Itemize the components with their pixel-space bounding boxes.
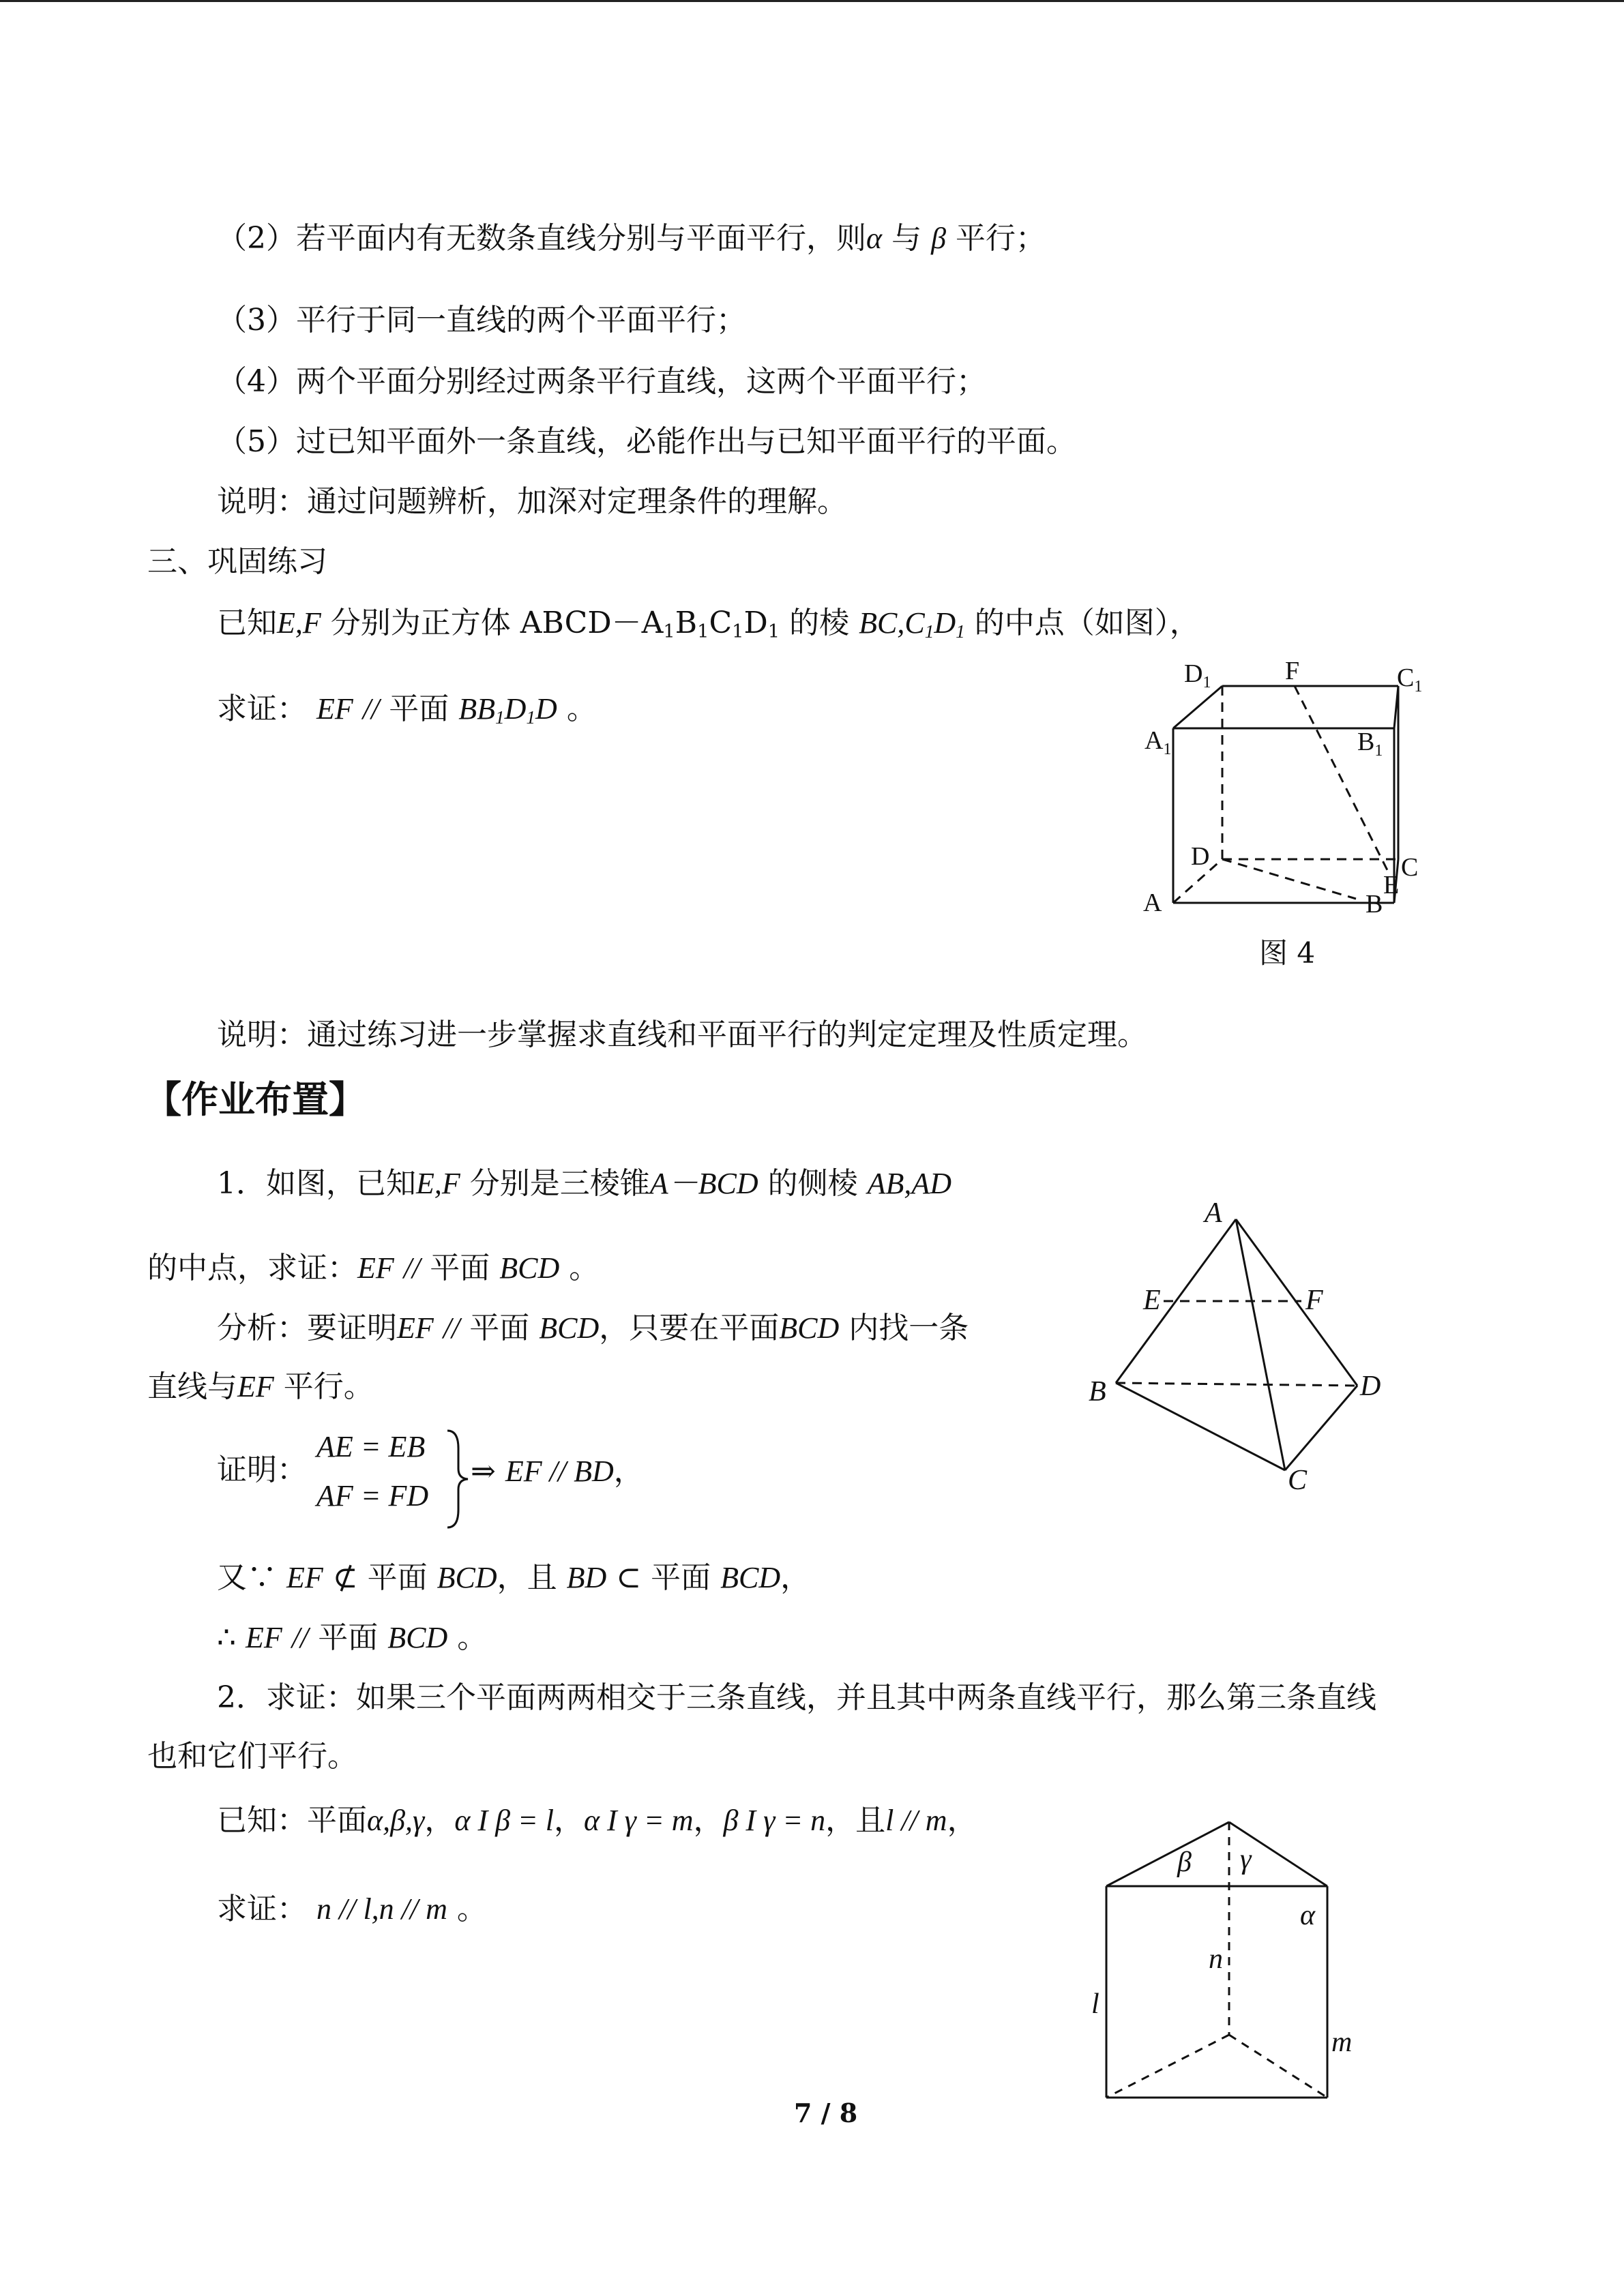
tetra-label-b: B: [1089, 1376, 1106, 1407]
cube-label-d: D: [1191, 842, 1210, 871]
figure-4-caption: 图 4: [1259, 936, 1316, 970]
prism-label-alpha: α: [1300, 1900, 1316, 1931]
prism-label-m: m: [1331, 2027, 1353, 2058]
cube-label-d1: $D_1$: [1184, 659, 1211, 691]
section-3-problem: 已知E,F 分别为正方体 $ABCD-A_1B_1C_1D_1$ 的棱 $BC,C_1D_1$ 的中点（如图），: [217, 606, 1200, 642]
prism-label-n: n: [1209, 1943, 1223, 1975]
cube-label-c1: $C_1$: [1397, 664, 1423, 696]
cube-label-c: C: [1401, 853, 1419, 882]
homework-heading: 【作业布置】: [145, 1078, 366, 1121]
tetra-label-c: C: [1288, 1465, 1308, 1496]
tetra-label-f: F: [1305, 1285, 1323, 1316]
q1-analysis-2: 直线与EF 平行。: [147, 1369, 374, 1404]
prism-label-l: l: [1091, 1988, 1099, 2020]
q1-line-2: 的中点，求证：EF // 平面 BCD 。: [147, 1251, 600, 1285]
q1-eq-2: AF = FD: [316, 1479, 429, 1512]
item-5: （5）过已知平面外一条直线，必能作出与已知平面平行的平面。: [217, 424, 1076, 459]
q2-given: 已知：平面α,β,γ，α I β = l，α I γ = m，β I γ = n，且l // m，: [217, 1803, 977, 1838]
prism-label-beta: β: [1177, 1847, 1192, 1878]
item-4: （4）两个平面分别经过两条平行直线，这两个平面平行；: [217, 364, 986, 399]
q2-prove: 求证： n // l,n // m 。: [217, 1892, 487, 1926]
cube-label-a: A: [1143, 889, 1162, 917]
item-2: （2）若平面内有无数条直线分别与平面平行，则α 与 β 平行；: [217, 221, 1046, 256]
cube-label-f: F: [1285, 657, 1300, 685]
q2-line-1: 2．求证：如果三个平面两两相交于三条直线，并且其中两条直线平行，那么第三条直线: [217, 1680, 1376, 1715]
q1-line-1: 1．如图，已知E,F 分别是三棱锥A－BCD 的侧棱 AB,AD: [217, 1166, 952, 1201]
q1-proof-label: 证明：: [217, 1452, 307, 1487]
q1-conclusion: ⇒ EF // BD，: [471, 1454, 644, 1489]
cube-label-e: E: [1383, 871, 1400, 899]
section-3-note: 说明：通过练习进一步掌握求直线和平面平行的判定定理及性质定理。: [217, 1017, 1147, 1052]
tetra-label-d: D: [1360, 1371, 1381, 1402]
cube-label-b1: $B_1$: [1357, 728, 1383, 760]
top-border: [0, 0, 1624, 2]
item-3: （3）平行于同一直线的两个平面平行；: [217, 303, 746, 338]
q1-step-2: 又∵ EF ⊄ 平面 BCD，且 BD ⊂ 平面 BCD，: [217, 1560, 811, 1595]
note-1: 说明：通过问题辨析，加深对定理条件的理解。: [217, 484, 847, 519]
q1-step-3: ∴ EF // 平面 BCD 。: [217, 1620, 488, 1655]
tetra-label-e: E: [1143, 1285, 1161, 1316]
cube-label-a1: $A_1$: [1145, 726, 1172, 758]
q1-eq-1: AE = EB: [316, 1430, 426, 1463]
q2-line-2: 也和它们平行。: [147, 1739, 357, 1774]
section-3-prove: 求证： EF // 平面 $BB_1D_1D$ 。: [217, 691, 597, 728]
q1-brace: [445, 1428, 472, 1530]
cube-label-b: B: [1365, 890, 1383, 919]
page-number: 7 / 8: [794, 2098, 858, 2128]
section-3-title: 三、巩固练习: [147, 544, 327, 579]
prism-label-gamma: γ: [1240, 1844, 1252, 1875]
q1-analysis-1: 分析：要证明EF // 平面 BCD，只要在平面BCD 内找一条: [217, 1311, 969, 1345]
tetra-label-a: A: [1205, 1197, 1222, 1229]
